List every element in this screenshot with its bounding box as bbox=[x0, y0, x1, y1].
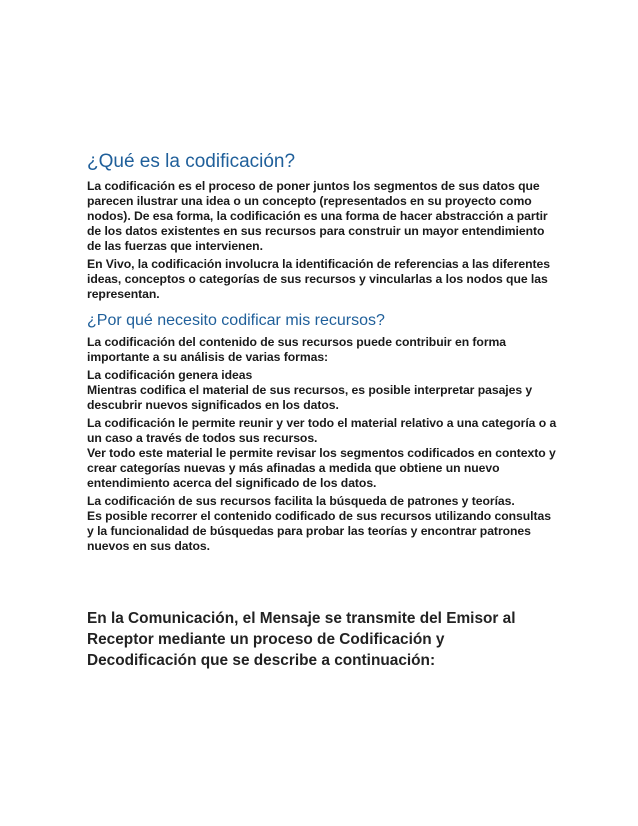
paragraph-coding-definition: La codificación es el proceso de poner juntos los segmentos de sus datos que parecen ilustrar una idea o un concepto (representados en su proyecto como nodos). De esa forma, la codificación es una forma de hacer abstracción a partir de los datos existentes en sus recursos para construir un mayor entendimiento de las fuerzas que intervienen. bbox=[87, 179, 548, 253]
communication-section bbox=[87, 608, 557, 671]
benefit-patterns bbox=[87, 494, 557, 554]
benefit-gather-body: Ver todo este material le permite revisar los segmentos codificados en contexto y crear categorías nuevas y más afinadas a medida que obtiene un nuevo entendimiento acerca del significado de los datos. bbox=[87, 446, 556, 490]
benefit-patterns-body: Es posible recorrer el contenido codificado de sus recursos utilizando consultas y la funcionalidad de búsquedas para probar las teorías y encontrar patrones nuevos en sus datos. bbox=[87, 509, 551, 553]
paragraph-why-intro: La codificación del contenido de sus recursos puede contribuir en forma importante a su análisis de varias formas: bbox=[87, 335, 507, 364]
benefit-ideas-heading: La codificación genera ideas bbox=[87, 368, 253, 382]
benefit-ideas-body: Mientras codifica el material de sus recursos, es posible interpretar pasajes y descubrir nuevos significados en los datos. bbox=[87, 383, 533, 412]
benefit-ideas bbox=[87, 368, 557, 413]
benefit-gather-heading: La codificación le permite reunir y ver todo el material relativo a una categoría o a un caso a través de todos sus recursos. bbox=[87, 416, 557, 445]
benefit-patterns-heading: La codificación de sus recursos facilita la búsqueda de patrones y teorías. bbox=[87, 494, 515, 508]
paragraph-communication: En la Comunicación, el Mensaje se transmite del Emisor al Receptor mediante un proceso de Codificación y Decodificación que se describe a continuación: bbox=[87, 610, 516, 669]
benefit-gather bbox=[87, 416, 557, 491]
document-content bbox=[87, 150, 557, 554]
paragraph-in-vivo: En Vivo, la codificación involucra la identificación de referencias a las diferentes ideas, conceptos o categorías de sus recursos y vincularlas a los nodos que las representan. bbox=[87, 257, 550, 301]
heading-why-code: ¿Por qué necesito codificar mis recursos? bbox=[87, 312, 385, 329]
heading-what-is-coding: ¿Qué es la codificación? bbox=[87, 151, 296, 172]
